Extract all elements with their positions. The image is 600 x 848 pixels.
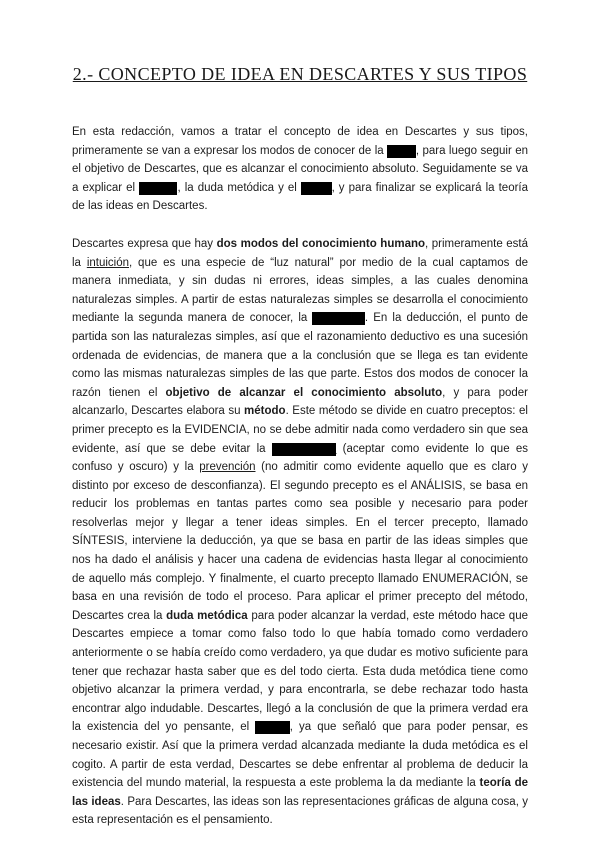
- text-run: . Este método se divide en cuatro preceptos: el primer precepto es la EVIDENCIA, no se debe admitir nada como verdadero sin que sea evidente, así que se debe evitar la: [72, 405, 528, 455]
- redacted-term: cogito: [300, 181, 332, 194]
- text-run: , y para poder alcanzarlo, Descartes elabora su: [72, 386, 528, 418]
- bold-key-term: duda metódica: [166, 609, 248, 622]
- text-run: para poder alcanzar la verdad, este método hace que Descartes empiece a tomar como falso todo lo que había tomado como verdadero anteriormente o se había creído como verdadero, ya que dudar es motivo suficiente para tener que rechazar hasta saber que es del todo cierta. Esta duda metódica tiene como objetivo alcanzar la primera verdad, y para encontrarla, se debe rechazar todo hasta encontrar algo indudable. Descartes, llegó a la conclusión de que la primera verdad era la existencia del yo pensante, el: [72, 609, 528, 734]
- text-run: En esta redacción, vamos a tratar el concepto de idea en Descartes y sus tipos, primeramente se van a expresar los modos de conocer de la: [72, 126, 528, 157]
- underlined-term: intuición: [86, 256, 130, 269]
- paragraph-intro: [72, 123, 528, 216]
- text-run: Descartes expresa que hay: [72, 237, 217, 250]
- redacted-term: razón: [387, 144, 416, 157]
- text-run: , que es una especie de “luz natural” por medio de la cual captamos de manera inmediata, y sin dudas ni errores, ideas simples, a las cuales denomina naturalezas simples. A partir de estas naturalezas simples se desarrolla el conocimiento mediante la segunda manera de conocer, la: [72, 256, 528, 325]
- text-run: . En la deducción, el punto de partida son las naturalezas simples, así que el razonamiento deductivo es una sucesión ordenada de evidencias, de manera que a la conclusión que se llega es tan evidente como las mismas naturalezas simples de las que parte. Estos dos modos de conocer la razón tienen el: [72, 312, 528, 399]
- paragraph-body: [72, 235, 528, 830]
- text-run: , la duda metódica y el: [177, 181, 301, 194]
- text-run: (aceptar como evidente lo que es confuso y oscuro) y la: [72, 442, 528, 474]
- bold-key-term: objetivo de alcanzar el conocimiento absoluto: [165, 386, 443, 399]
- document-title: 2.- CONCEPTO DE IDEA EN DESCARTES Y SUS TIPOS: [72, 64, 528, 84]
- bold-key-term: dos modos del conocimiento humano: [216, 237, 426, 250]
- underlined-term: prevención: [199, 461, 256, 474]
- redacted-term: precipitación: [271, 442, 337, 455]
- bold-key-term: teoría de las ideas: [72, 777, 528, 808]
- text-run: , y para finalizar se explicará la teoría de las ideas en Descartes.: [72, 181, 529, 213]
- redacted-term: deducción: [312, 312, 365, 325]
- text-run: , primeramente está la: [72, 237, 528, 269]
- bold-key-term: método: [244, 405, 286, 418]
- redacted-term: cogito: [255, 721, 290, 734]
- text-run: . Para Descartes, las ideas son las representaciones gráficas de alguna cosa, y esta representación es el pensamiento.: [72, 795, 529, 827]
- redacted-term: método: [139, 181, 178, 194]
- text-run: (no admitir como evidente aquello que es claro y distinto por exceso de desconfianza). El segundo precepto es el ANÁLISIS, se basa en reducir los problemas en tantas partes como sea posible y necesario para poder resolverlas mejor y llegar a tener ideas simples. En el tercer precepto, llamado SÍNTESIS, interviene la deducción, ya que se basa en partir de las ideas simples que nos ha dado el análisis y hacer una cadena de evidencias hasta llegar al conocimiento de aquello más complejo. Y finalmente, el cuarto precepto llamado ENUMERACIÓN, se basa en una revisión de todo el proceso. Para aplicar el primer precepto del método, Descartes crea la: [72, 461, 528, 622]
- text-run: , para luego seguir en el objetivo de Descartes, que es alcanzar el conocimiento absoluto. Seguidamente se va a explicar el: [72, 144, 529, 194]
- text-run: , ya que señaló que para poder pensar, es necesario existir. Así que la primera verdad alcanzada mediante la duda metódica es el cogito. A partir de esta verdad, Descartes se debe enfrentar al problema de deducir la existencia del mundo material, la respuesta a este problema la da mediante la: [72, 721, 528, 790]
